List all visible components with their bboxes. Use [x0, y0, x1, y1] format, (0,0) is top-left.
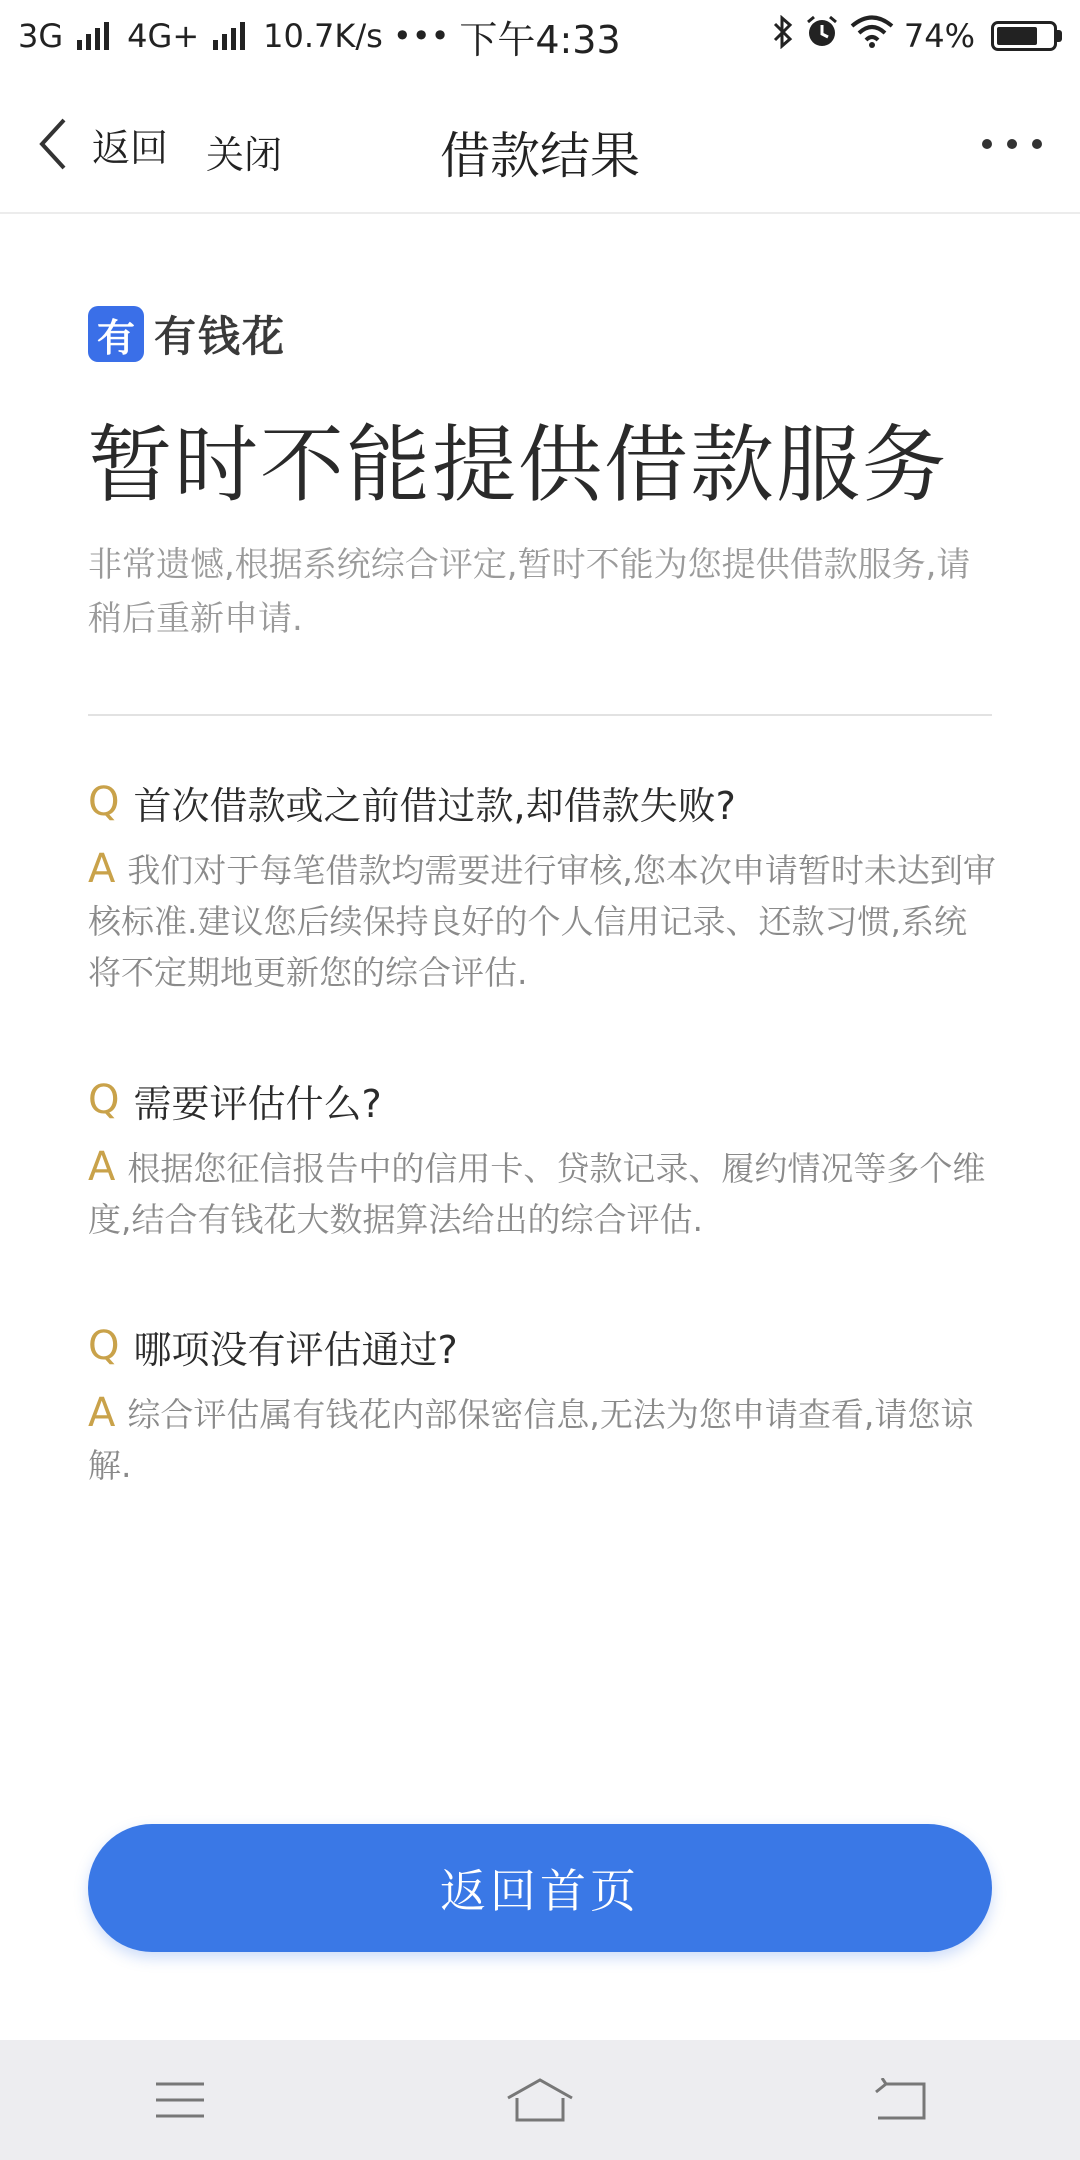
signal-icon	[77, 22, 109, 50]
answer-marker: A	[88, 1144, 116, 1190]
faq-question	[88, 1072, 998, 1128]
brand-name: 有钱花	[154, 312, 287, 361]
network-speed: 10.7K/s	[263, 17, 383, 55]
faq-answer	[88, 844, 998, 998]
question-marker: Q	[88, 1323, 120, 1369]
question-text: 首次借款或之前借过款,却借款失败?	[133, 783, 736, 828]
system-nav-bar	[0, 2040, 1080, 2160]
faq-item	[88, 1318, 998, 1491]
network-4g-label: 4G+	[127, 17, 200, 55]
result-headline: 暂时不能提供借款服务	[88, 416, 949, 514]
faq-item	[88, 774, 998, 998]
faq-item	[88, 1072, 998, 1245]
faq-answer	[88, 1388, 998, 1491]
divider	[88, 714, 992, 716]
answer-text: 我们对于每笔借款均需要进行审核,您本次申请暂时未达到审核标准.建议您后续保持良好的个人信用记录、还款习惯,系统将不定期地更新您的综合评估.	[88, 851, 996, 992]
question-marker: Q	[88, 779, 120, 825]
page-title: 借款结果	[440, 127, 640, 185]
faq-question	[88, 774, 998, 830]
battery-icon	[991, 21, 1062, 51]
nav-bar	[0, 72, 1080, 214]
faq-answer	[88, 1142, 998, 1245]
back-label: 返回	[92, 125, 169, 170]
network-3g-label: 3G	[18, 17, 64, 55]
status-time: 下午4:33	[459, 17, 621, 62]
question-text: 哪项没有评估通过?	[133, 1327, 458, 1372]
answer-text: 综合评估属有钱花内部保密信息,无法为您申请查看,请您谅解.	[88, 1395, 974, 1485]
brand	[88, 304, 286, 364]
return-icon[interactable]	[860, 2070, 940, 2130]
bluetooth-icon	[772, 15, 794, 57]
more-notifications-icon: •••	[392, 17, 450, 55]
status-left	[18, 17, 449, 55]
close-button[interactable]: 关闭	[206, 133, 283, 177]
home-icon[interactable]	[500, 2070, 580, 2130]
battery-percent: 74%	[903, 17, 975, 55]
question-marker: Q	[88, 1077, 120, 1123]
answer-marker: A	[88, 1390, 116, 1436]
signal-icon	[213, 22, 245, 50]
status-right	[772, 14, 1062, 58]
return-home-button[interactable]: 返回首页	[88, 1824, 992, 1952]
faq-question	[88, 1318, 998, 1374]
answer-text: 根据您征信报告中的信用卡、贷款记录、履约情况等多个维度,结合有钱花大数据算法给出的综合评估.	[88, 1149, 986, 1239]
brand-logo: 有	[88, 306, 144, 362]
menu-icon[interactable]	[140, 2070, 220, 2130]
more-dots-icon[interactable]	[982, 132, 1042, 156]
alarm-icon	[804, 14, 840, 58]
result-message: 非常遗憾,根据系统综合评定,暂时不能为您提供借款服务,请稍后重新申请.	[88, 545, 971, 639]
wifi-icon	[850, 15, 894, 57]
question-text: 需要评估什么?	[133, 1081, 382, 1126]
answer-marker: A	[88, 846, 116, 892]
status-bar	[0, 0, 1080, 72]
